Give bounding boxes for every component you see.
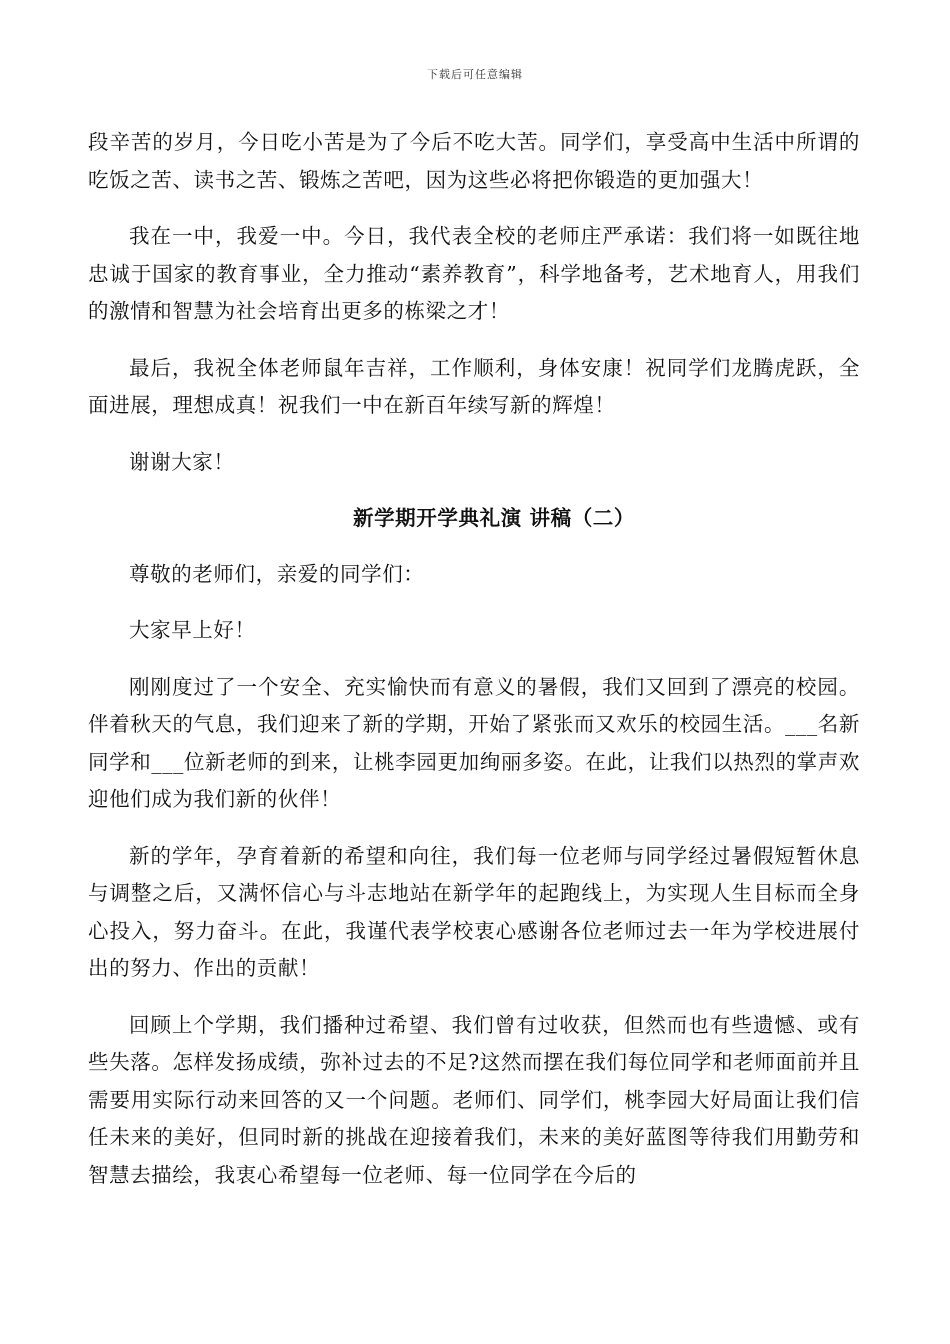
paragraph-wishes: 最后，我祝全体老师鼠年吉祥，工作顺利，身体安康！祝同学们龙腾虎跃，全面进展，理想成真！祝我们一中在新百年续写新的辉煌！ (88, 355, 860, 417)
paragraph-review: 回顾上个学期，我们播种过希望、我们曾有过收获，但然而也有些遗憾、或有些失落。怎样发扬成绩，弥补过去的不足?这然而摆在我们每位同学和老师面前并且需要用实际行动来回答的又一个问题。老师们、同学们，桃李园大好局面让我们信任未来的美好，但同时新的挑战在迎接着我们，未来的美好蓝图等待我们用勤劳和智慧去描绘，我衷心希望每一位老师、每一位同学在今后的 (88, 1012, 860, 1187)
paragraph-new-year: 新的学年，孕育着新的希望和向往，我们每一位老师与同学经过暑假短暂休息与调整之后，又满怀信心与斗志地站在新学年的起跑线上，为实现人生目标而全身心投入，努力奋斗。在此，我谨代表学校衷心感谢各位老师过去一年为学校进展付出的努力、作出的贡献！ (88, 843, 860, 980)
paragraph-greeting: 大家早上好！ (129, 618, 256, 642)
paragraph-welcome: 刚刚度过了一个安全、充实愉快而有意义的暑假，我们又回到了漂亮的校园。伴着秋天的气息，我们迎来了新的学期，开始了紧张而又欢乐的校园生活。___名新同学和___位新老师的到来，让桃李园更加绚丽多姿。在此，让我们以热烈的掌声欢迎他们成为我们新的伙伴！ (88, 674, 860, 811)
page-header-note: 下载后可任意编辑 (427, 68, 523, 81)
paragraph-continuation: 段辛苦的岁月，今日吃小苦是为了今后不吃大苦。同学们，享受高中生活中所谓的吃饭之苦、读书之苦、锻炼之苦吧，因为这些必将把你锻造的更加强大！ (88, 130, 860, 192)
paragraph-pledge: 我在一中，我爱一中。今日，我代表全校的老师庄严承诺：我们将一如既往地忠诚于国家的教育事业，全力推动“素养教育”，科学地备考，艺术地育人，用我们的激情和智慧为社会培育出更多的栋梁之才！ (88, 224, 860, 323)
paragraph-thanks: 谢谢大家！ (129, 449, 235, 474)
document-body (88, 124, 860, 1213)
section-title: 新学期开学典礼演 讲稿（二） (352, 506, 636, 530)
paragraph-salutation: 尊敬的老师们，亲爱的同学们： (129, 561, 425, 586)
